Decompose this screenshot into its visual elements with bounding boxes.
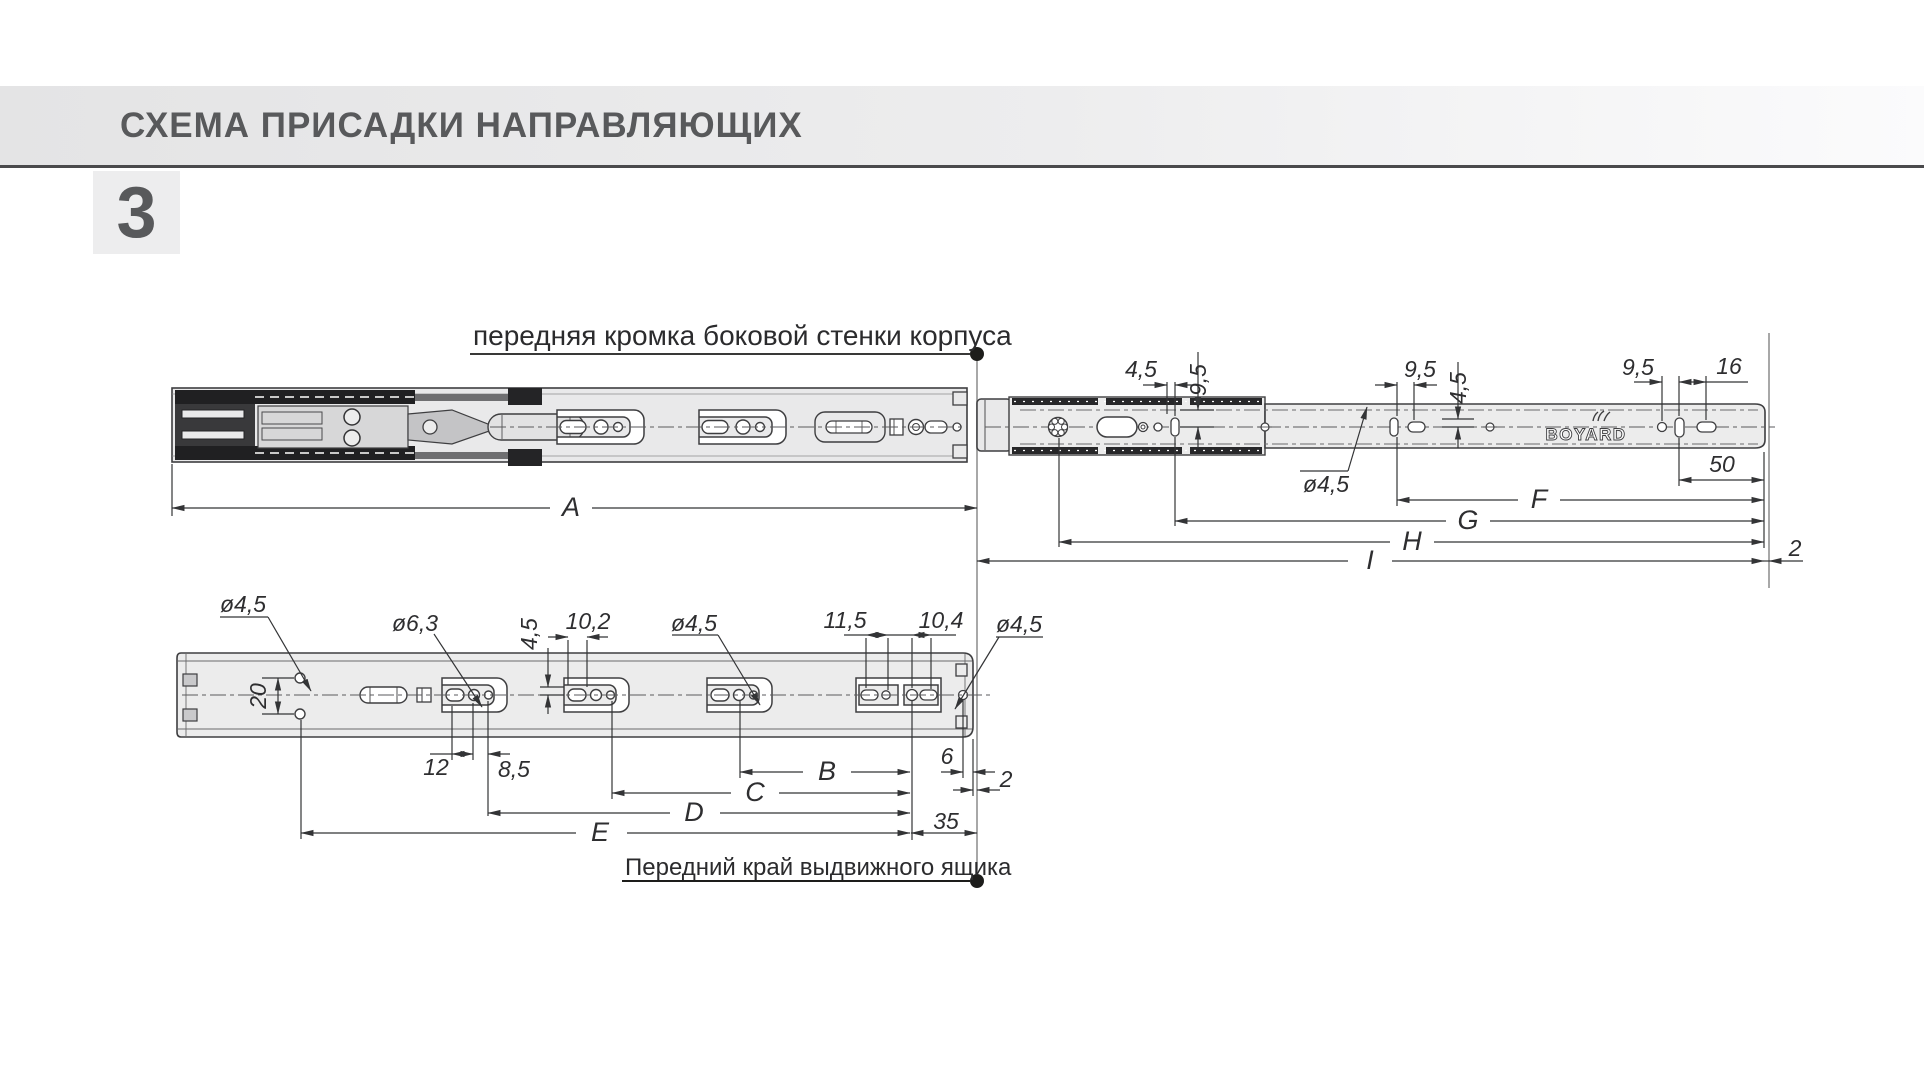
page-title: СХЕМА ПРИСАДКИ НАПРАВЛЯЮЩИХ xyxy=(120,106,803,145)
dim-50-label: 50 xyxy=(1709,451,1735,477)
dia-4-5-right-label: ø4,5 xyxy=(995,611,1043,637)
dim-h-label: H xyxy=(1402,526,1422,556)
dim-b-label: B xyxy=(817,756,837,786)
dim-a-label: A xyxy=(561,492,581,522)
dim-9-5-vertical-label: 9,5 xyxy=(1185,364,1211,396)
dia-4-5-label: ø4,5 xyxy=(1302,471,1350,497)
section-number-badge xyxy=(93,171,180,254)
dim-2-label: 2 xyxy=(1788,535,1802,561)
dim-9-5-right-label: 9,5 xyxy=(1622,354,1654,380)
dim-20-label: 20 xyxy=(245,683,271,709)
dia-6-3-label: ø6,3 xyxy=(391,610,439,636)
dim-e-label: E xyxy=(590,817,610,847)
dim-8-5-label: 8,5 xyxy=(498,756,530,782)
dim-6-label: 6 xyxy=(940,743,954,769)
dim-10-2-label: 10,2 xyxy=(565,608,611,634)
dim-4-5-vertical-label: 4,5 xyxy=(516,618,542,650)
dim-4-5-label: 4,5 xyxy=(1125,356,1157,382)
dim-f-label: F xyxy=(1530,484,1548,514)
dim-9-5-label: 9,5 xyxy=(1404,356,1436,382)
dim-11-5-label: 11,5 xyxy=(823,607,867,633)
dim-12-label: 12 xyxy=(423,754,449,780)
dim-4-5-vertical-label: 4,5 xyxy=(1445,372,1471,404)
bottom-slide-drawing xyxy=(177,653,990,737)
dim-g-label: G xyxy=(1457,505,1479,535)
drawer-front-edge-label: Передний край выдвижного ящика xyxy=(625,854,1012,881)
dim-i-label: I xyxy=(1366,545,1374,575)
cabinet-front-edge-label: передняя кромка боковой стенки корпуса xyxy=(473,320,1012,351)
dim-2-label: 2 xyxy=(999,766,1013,792)
brand-text: BOYARD xyxy=(1545,425,1627,444)
dia-4-5-left-label: ø4,5 xyxy=(219,591,267,617)
header-bar xyxy=(0,86,1924,168)
dim-d-label: D xyxy=(684,797,704,827)
dim-10-4-label: 10,4 xyxy=(918,607,964,633)
dim-16-label: 16 xyxy=(1716,353,1742,379)
dim-c-label: C xyxy=(745,777,765,807)
dia-4-5-mid-label: ø4,5 xyxy=(670,610,718,636)
top-slide-drawing xyxy=(172,388,1775,466)
section-number: 3 xyxy=(116,172,157,253)
dim-35-label: 35 xyxy=(933,808,959,834)
